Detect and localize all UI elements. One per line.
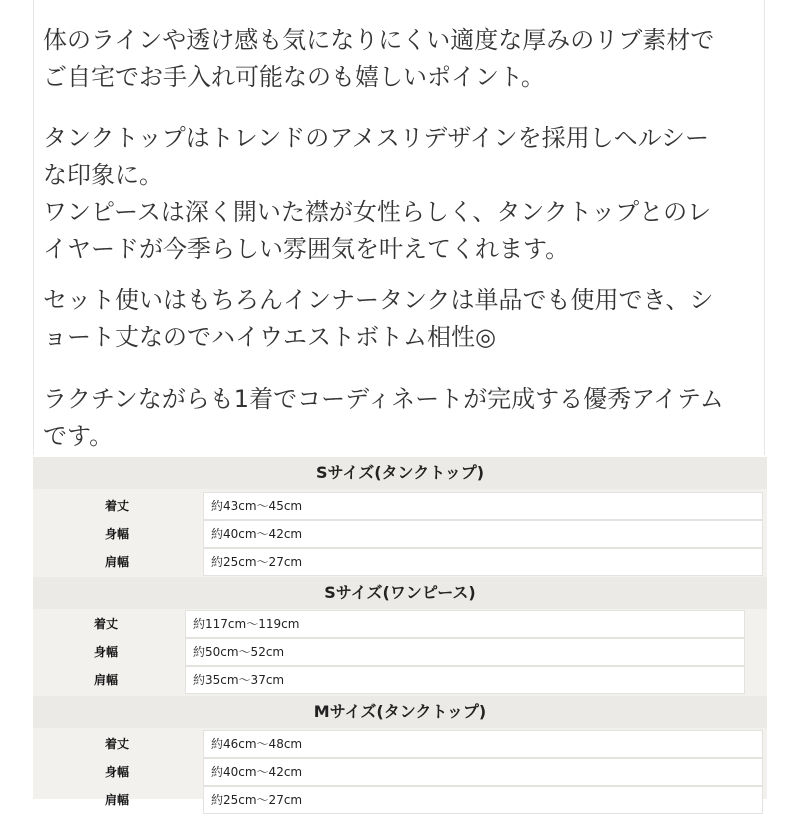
size-row-label: 身幅 [94, 645, 119, 659]
size-row-label: 肩幅 [94, 673, 119, 687]
description-paragraph-3 [43, 282, 714, 356]
description-line: タンクトップはトレンドのアメスリデザインを採用しヘルシー [43, 124, 709, 152]
size-table [33, 457, 767, 807]
description-line: イヤードが今季らしい雰囲気を叶えてくれます。 [43, 235, 570, 263]
product-description [33, 0, 765, 455]
size-row-value: 約35cm〜37cm [193, 673, 285, 687]
size-section-title-s-onepiece: Sサイズ(ワンピース) [33, 577, 767, 609]
size-row-label: 肩幅 [105, 555, 130, 569]
size-row-value: 約25cm〜27cm [211, 555, 303, 569]
size-row-value: 約46cm〜48cm [211, 737, 303, 751]
description-line: セット使いはもちろんインナータンクは単品でも使用でき、シ [43, 286, 714, 314]
description-paragraph-2 [43, 120, 711, 268]
description-line: ラクチンながらも1着でコーディネートが完成する優秀アイテム [43, 385, 724, 413]
description-paragraph-4 [43, 381, 724, 455]
size-row-value: 約50cm〜52cm [193, 645, 285, 659]
description-line: です。 [43, 422, 114, 450]
description-paragraph-1 [43, 22, 714, 96]
size-section-title-m-tanktop: Mサイズ(タンクトップ) [33, 696, 767, 728]
size-row-label: 肩幅 [105, 793, 130, 807]
size-row-value: 約25cm〜27cm [211, 793, 303, 807]
size-row-value: 約117cm〜119cm [193, 617, 300, 631]
size-row-label: 身幅 [105, 527, 130, 541]
size-row-value: 約40cm〜42cm [211, 527, 303, 541]
size-row-label: 着丈 [105, 499, 130, 513]
size-row-label: 身幅 [105, 765, 130, 779]
description-line: ョート丈なのでハイウエストボトム相性◎ [43, 323, 496, 351]
size-row-label: 着丈 [105, 737, 130, 751]
size-row-value: 約40cm〜42cm [211, 765, 303, 779]
description-line: ワンピースは深く開いた襟が女性らしく、タンクトップとのレ [43, 198, 712, 226]
size-row-label: 着丈 [94, 617, 119, 631]
description-line: 体のラインや透け感も気になりにくい適度な厚みのリブ素材で [43, 26, 715, 54]
size-row-value: 約43cm〜45cm [211, 499, 303, 513]
size-section-title-s-tanktop: Sサイズ(タンクトップ) [33, 457, 767, 489]
description-line: ご自宅でお手入れ可能なのも嬉しいポイント。 [43, 63, 545, 91]
description-line: な印象に。 [43, 161, 163, 189]
